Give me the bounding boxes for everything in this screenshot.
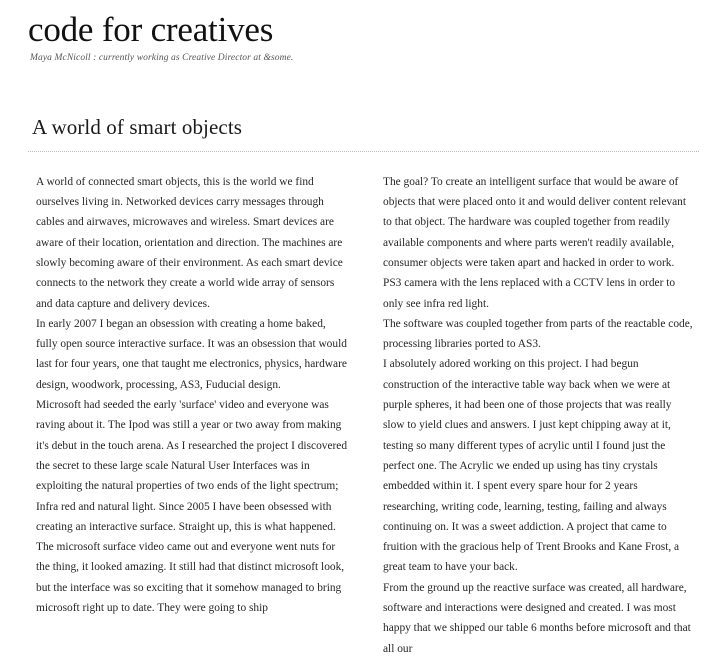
paragraph: The software was coupled together from parts of the reactable code, processing libraries ported to AS3. (383, 317, 693, 351)
article (28, 115, 699, 659)
site-title[interactable]: code for creatives (28, 10, 274, 49)
paragraph: From the ground up the reactive surface was created, all hardware, software and interactions were designed and created. I was most happy that we shipped our table 6 months before microsoft and that all our (383, 581, 691, 655)
site-tagline: Maya McNicoll : currently working as Creative Director at &some. (30, 52, 294, 63)
article-column-left (36, 172, 348, 659)
article-columns (28, 172, 699, 659)
page-title: A world of smart objects (32, 114, 243, 139)
site-header (28, 0, 699, 63)
paragraph: A world of connected smart objects, this is the world we find ourselves living in. Networked devices carry messages through cables and airwaves, microwaves and wireless. Smart devices are aware of their location, orientation and direction. The machines are slowly becoming aware of their environment. As each smart device connects to the network they create a world wide array of sensors and data capture and delivery devices. (36, 175, 343, 310)
paragraph: I absolutely adored working on this project. I had begun construction of the interactive table way back when we were at purple spheres, it had been one of those projects that was really slow to yield clues and answers. I just kept chipping away at it, testing so many different types of acrylic until I found just the perfect one. The Acrylic we ended up using has tiny crystals embedded within it. I spent every spare hour for 2 years researching, writing code, learning, testing, failing and always continuing on. It was a sweet addiction. A project that came to fruition with the gracious help of Trent Brooks and Kane Frost, a great team to have your back. (383, 358, 680, 574)
title-divider (28, 151, 699, 152)
paragraph: The goal? To create an intelligent surface that would be aware of objects that were placed onto it and would deliver content relevant to that object. The hardware was coupled together from readily available components and where parts weren't readily available, consumer objects were taken apart and hacked in order to work. PS3 camera with the lens replaced with a CCTV lens in order to only see infra red light. (383, 175, 687, 310)
paragraph: In early 2007 I began an obsession with creating a home baked, fully open source interactive surface. It was an obsession that would last for four years, one that taught me electronics, physics, hardware design, woodwork, processing, AS3, Fuducial design. (36, 317, 347, 391)
article-column-right (383, 172, 695, 659)
paragraph: Microsoft had seeded the early 'surface' video and everyone was raving about it. The Ipod was still a year or two away from making it's debut in the touch arena. As I researched the project I discovered the secret to these large scale Natural User Interfaces was in exploiting the natural properties of two ends of the light spectrum; Infra red and natural light. Since 2005 I have been obsessed with creating an interactive surface. Straight up, this is what happened. The microsoft surface video came out and everyone went nuts for the thing, it looked amazing. It still had that distinct microsoft look, but the interface was so exciting that it somehow managed to bring microsoft right up to date. They were going to ship (36, 399, 348, 614)
